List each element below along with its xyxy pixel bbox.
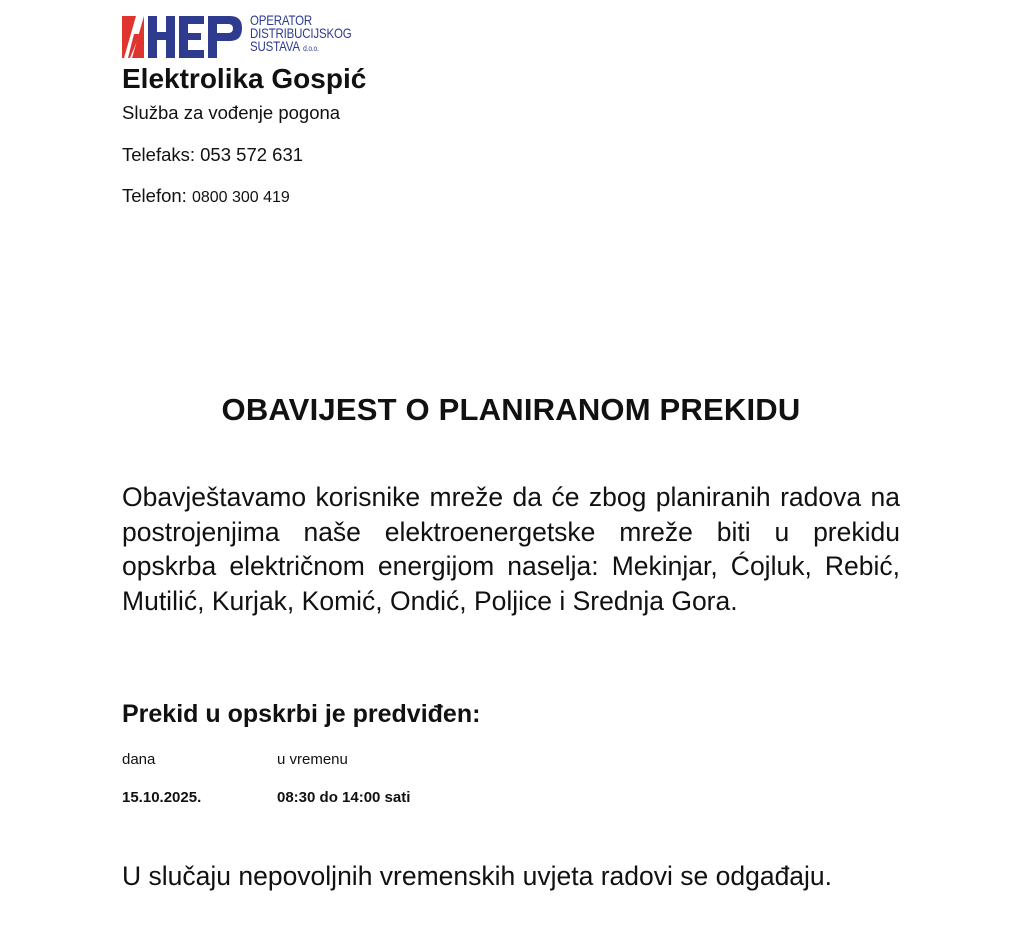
schedule-date: 15.10.2025. [122,789,202,806]
logo-line-2: DISTRIBUCIJSKOG [250,25,352,41]
schedule-heading: Prekid u opskrbi je predviđen: [122,700,481,728]
service-name: Služba za vođenje pogona [122,102,341,123]
notice-body: Obavještavamo korisnike mreže da će zbog planiranih radova na postrojenjima naše elektroenergetske mreže biti u prekidu opskrba električnom energijom naselja: Mekinjar, Ćojluk, Rebić, Mutilić, Kurjak, Komić, Ondić, Poljice i Srednja Gora. [122,482,900,616]
phone-label: Telefon: [122,185,192,206]
weather-note: U slučaju nepovoljnih vremenskih uvjeta radovi se odgađaju. [122,861,833,891]
phone-value: 0800 300 419 [191,189,290,206]
logo-line-3 [250,40,352,55]
org-name: Elektrolika Gospić [122,63,367,94]
hep-logo [122,14,382,62]
schedule-col-time: u vremenu [277,751,348,768]
fax-line: Telefaks: 053 572 631 [122,144,304,165]
notice-title: OBAVIJEST O PLANIRANOM PREKIDU [221,392,801,427]
phone-line [122,185,290,207]
schedule-time: 08:30 do 14:00 sati [277,789,411,806]
logo-line-3-text: SUSTAVA [250,38,300,54]
logo-line-1: OPERATOR [250,12,313,28]
logo-wordmark [250,14,374,55]
hep-logo-mark [122,14,246,60]
schedule-col-date: dana [122,751,156,768]
logo-suffix: d.o.o. [303,44,319,53]
